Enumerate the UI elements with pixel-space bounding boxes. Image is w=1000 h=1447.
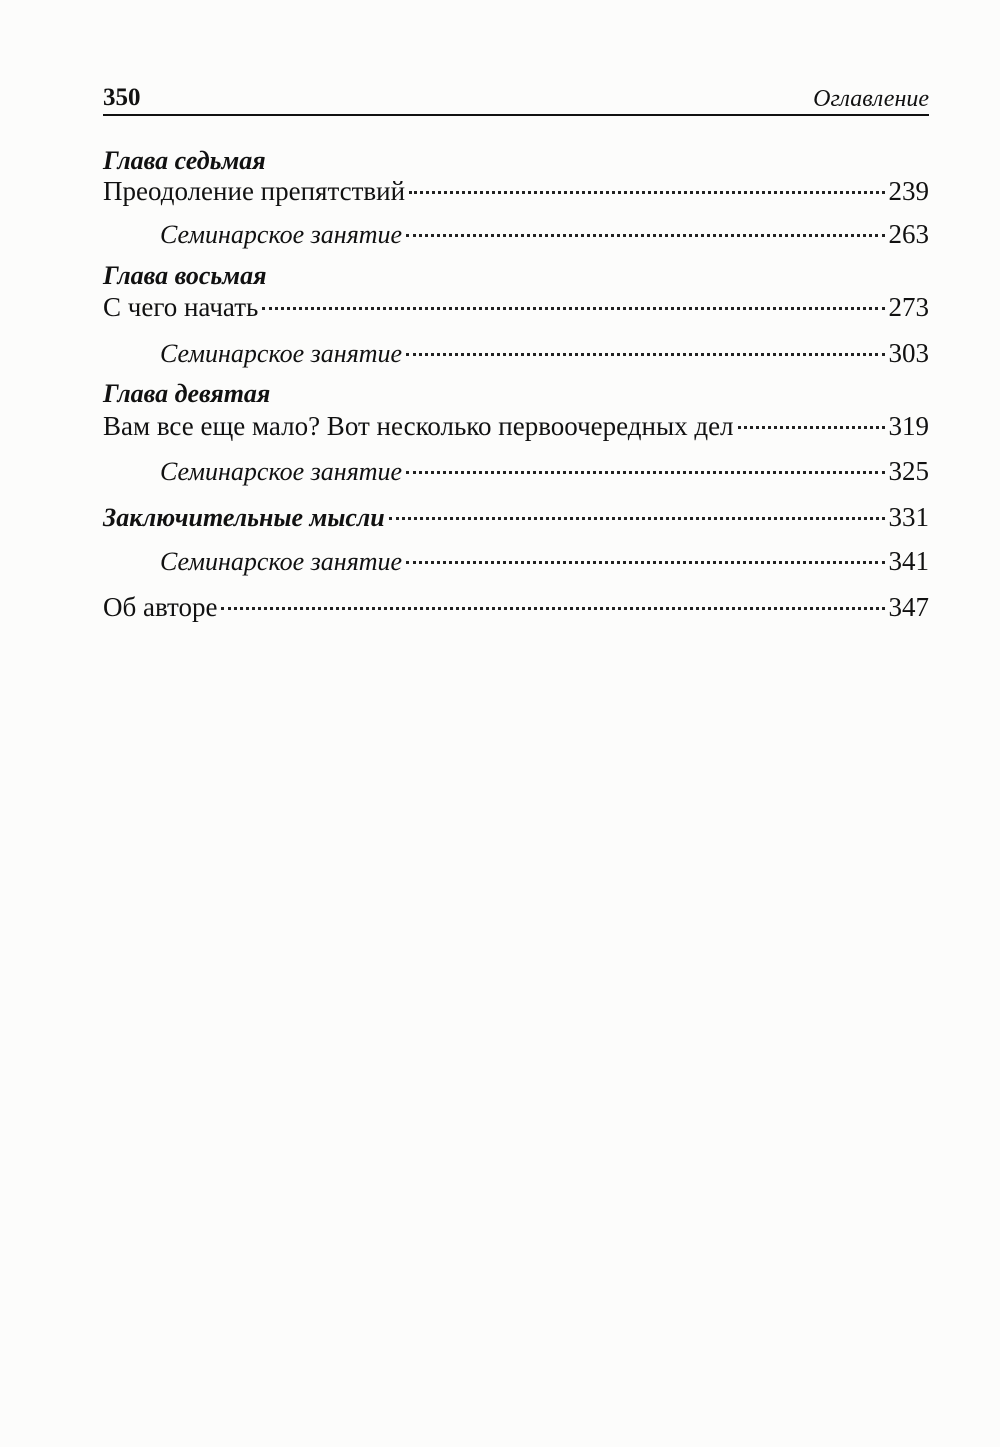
page-number: 350 (103, 84, 141, 111)
dot-leader (262, 280, 884, 310)
toc-entry-title: Семинарское занятие (160, 547, 403, 576)
dot-leader (389, 490, 885, 520)
dot-leader (406, 534, 884, 564)
toc-page-ref: 325 (888, 456, 929, 486)
toc-page-ref: 303 (888, 338, 929, 368)
toc-entry-title: Семинарское занятие (160, 339, 403, 368)
dot-leader (409, 164, 884, 194)
dot-leader (406, 207, 884, 237)
toc-entry-chapter9[interactable] (103, 405, 929, 439)
chapter-heading-9: Глава девятая (103, 379, 271, 408)
toc-entry-title: Вам все еще мало? Вот несколько первоочередных дел (103, 411, 734, 441)
toc-page-ref: 341 (888, 546, 929, 576)
toc-entry-title: Заключительные мысли (103, 503, 385, 532)
toc-page-ref: 331 (888, 502, 929, 532)
toc-entry-chapter8-seminar[interactable] (160, 332, 929, 366)
toc-page-ref: 319 (888, 411, 929, 441)
toc-page-ref: 239 (888, 176, 929, 206)
toc-page-ref: 273 (888, 292, 929, 322)
toc-entry-title: Семинарское занятие (160, 220, 403, 249)
toc-entry-final-thoughts[interactable] (103, 496, 929, 530)
toc-entry-title: С чего начать (103, 292, 259, 322)
toc-entry-about-author[interactable] (103, 586, 929, 620)
page-header (103, 80, 929, 116)
toc-entry-chapter7[interactable] (103, 170, 929, 204)
dot-leader (406, 326, 884, 356)
running-title: Оглавление (813, 86, 929, 112)
toc-page-ref: 347 (888, 592, 929, 622)
toc-entry-chapter9-seminar[interactable] (160, 450, 929, 484)
toc-entry-title: Об авторе (103, 592, 218, 622)
dot-leader (738, 399, 885, 429)
toc-entry-title: Преодоление препятствий (103, 176, 406, 206)
toc-page-ref: 263 (888, 219, 929, 249)
toc-entry-chapter7-seminar[interactable] (160, 213, 929, 247)
toc-entry-title: Семинарское занятие (160, 457, 403, 486)
chapter-heading-7: Глава седьмая (103, 146, 266, 175)
chapter-heading-8: Глава восьмая (103, 261, 267, 290)
dot-leader (221, 580, 884, 610)
dot-leader (406, 444, 884, 474)
toc-entry-final-thoughts-seminar[interactable] (160, 540, 929, 574)
toc-entry-chapter8[interactable] (103, 286, 929, 320)
